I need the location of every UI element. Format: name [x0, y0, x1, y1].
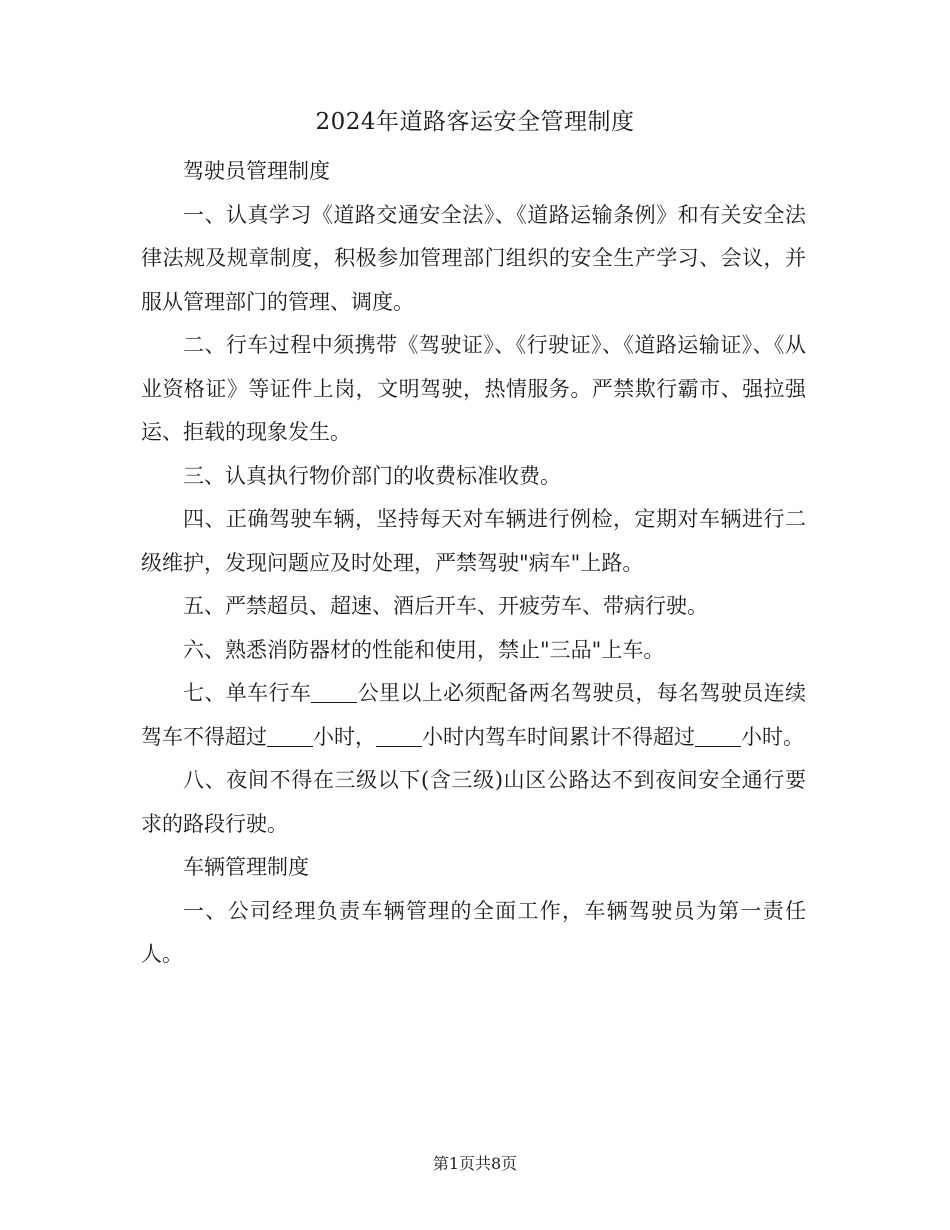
paragraph-item-2: 二、行车过程中须携带《驾驶证》、《行驶证》、《道路运输证》、《从业资格证》等证件上岗，文明驾驶，热情服务。严禁欺行霸市、强拉强运、拒载的现象发生。: [141, 333, 806, 444]
paragraph-item-3: 三、认真执行物价部门的收费标准收费。: [183, 463, 561, 488]
item7-text-3: 小时，: [313, 724, 376, 749]
paragraph-item-4: 四、正确驾驶车辆，坚持每天对车辆进行例检，定期对车辆进行二级维护，发现问题应及时处理，严禁驾驶"病车"上路。: [141, 507, 806, 575]
paragraph-item-5: 五、严禁超员、超速、酒后开车、开疲劳车、带病行驶。: [183, 594, 708, 618]
document-body: [141, 150, 806, 977]
paragraph-item-7: [141, 672, 806, 759]
item7-text-1: 七、单车行车: [183, 681, 312, 705]
item7-text-2: 公里以上必须配备两名驾驶员，每名驾驶员连续驾车不得超过: [141, 681, 807, 749]
item7-text-4: 小时内驾车时间累计不得超过: [422, 724, 695, 749]
section-heading-driver: 驾驶员管理制度: [183, 159, 330, 183]
paragraph-item-1: 一、认真学习《道路交通安全法》、《道路运输条例》和有关安全法律法规及规章制度，积极参加管理部门组织的安全生产学习、会议，并服从管理部门的管理、调度。: [141, 202, 806, 314]
document-title: 2024年道路客运安全管理制度: [315, 109, 635, 135]
section-heading-vehicle: 车辆管理制度: [183, 855, 309, 879]
paragraph-item-8: 八、夜间不得在三级以下(含三级)山区公路达不到夜间安全通行要求的路段行驶。: [141, 768, 806, 836]
fill-blank: [695, 725, 741, 747]
paragraph-vehicle-item-1: 一、公司经理负责车辆管理的全面工作，车辆驾驶员为第一责任人。: [141, 898, 806, 966]
fill-blank: [267, 725, 313, 747]
fill-blank: [376, 725, 422, 747]
item7-text-5: 小时。: [741, 724, 804, 749]
page-number-footer: 第1页共8页: [432, 1154, 518, 1173]
paragraph-item-6: 六、熟悉消防器材的性能和使用，禁止"三品"上车。: [183, 637, 665, 662]
fill-blank: [311, 681, 357, 703]
